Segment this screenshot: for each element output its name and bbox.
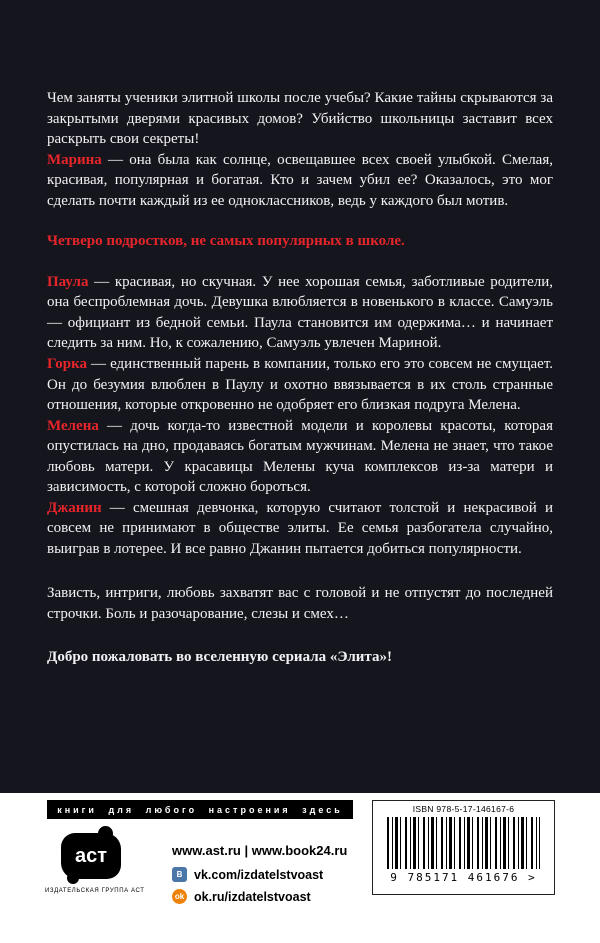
character-paragraph-paula — [47, 272, 553, 354]
slogan-text: книги для любого настроения здесь — [57, 804, 343, 815]
vk-link-row — [172, 867, 347, 882]
character-text-gorka: — единственный парень в компании, только его это совсем не смущает. Он до безумия влюблен в Паулу и охотно ввязывается в их столь странные отношения, которые откровенно не одобряет его близкая подруга Мелена. — [47, 356, 553, 414]
publisher-links — [172, 843, 347, 911]
vk-icon: B — [172, 867, 187, 882]
marina-paragraph — [47, 150, 553, 212]
outro-paragraph: Зависть, интриги, любовь захватят вас с головой и не отпустят до последней строчки. Боль и разочарование, слезы и смех… — [47, 585, 553, 623]
welcome-line: Добро пожаловать во вселенную сериала «Элита»! — [47, 648, 392, 665]
character-paragraph-gorka — [47, 354, 553, 416]
ast-logo-text: аст — [74, 845, 108, 867]
character-text-paula: — красивая, но скучная. У нее хорошая семья, заботливые родители, она беспроблемная дочь. Девушка влюбляется в новенького в классе. Самуэль — официант из бедной семьи. Паула становится им одержима… и начинает следить за ним. Но, к сожалению, Самуэль увлечен Мариной. — [47, 273, 553, 352]
character-text-melena: — дочь когда-то известной модели и королевы красоты, которая опустилась на дно, продаваясь богатым мужчинам. Мелена не знает, что такое любовь матери. У красавицы Мелены куча комплексов из-за матери и зависимость, с которой сложно бороться. — [47, 417, 553, 496]
barcode-bars — [387, 817, 540, 869]
ok-icon: ok — [172, 889, 187, 904]
ok-link-text: ok.ru/izdatelstvoast — [194, 889, 311, 904]
character-text-marina: — она была как солнце, освещавшее всех своей улыбкой. Смелая, красивая, популярная и богатая. Кто и зачем убил ее? Оказалось, это мог сделать почти каждый из ее одноклассников, ведь у каждого был мотив. — [47, 151, 553, 209]
intro-paragraph: Чем заняты ученики элитной школы после учебы? Какие тайны скрываются за закрытыми дверями красивых домов? Убийство школьницы заставит всех раскрыть свои секреты! — [47, 90, 553, 148]
slogan-banner — [47, 800, 353, 819]
character-paragraph-janine — [47, 498, 553, 560]
publisher-group-caption: ИЗДАТЕЛЬСКАЯ ГРУППА АСТ — [45, 888, 145, 894]
ast-logo-block — [45, 833, 145, 894]
character-name-janine: Джанин — [47, 499, 102, 516]
isbn-text: ISBN 978-5-17-146167-6 — [412, 804, 515, 814]
character-name-gorka: Горка — [47, 356, 87, 373]
character-text-janine: — смешная девчонка, которую считают толстой и некрасивой и совсем не принимают в обществе элиты. Ее семья разбогатела случайно, выиграв в лотерее. И все равно Джанин пытается добиться популярности. — [47, 499, 553, 557]
character-name-melena: Мелена — [47, 417, 99, 434]
tagline: Четверо подростков, не самых популярных в школе. — [47, 233, 405, 250]
character-name-marina: Марина — [47, 151, 102, 168]
character-paragraph-melena — [47, 416, 553, 498]
publisher-footer — [0, 793, 600, 943]
barcode-block — [372, 800, 555, 895]
ok-link-row — [172, 889, 347, 904]
character-name-paula: Паула — [47, 273, 89, 290]
websites-line: www.ast.ru | www.book24.ru — [172, 843, 348, 858]
ast-logo-icon — [61, 833, 121, 879]
barcode-digits: 9 785171 461676 > — [390, 871, 537, 884]
vk-link-text: vk.com/izdatelstvoast — [194, 867, 324, 882]
